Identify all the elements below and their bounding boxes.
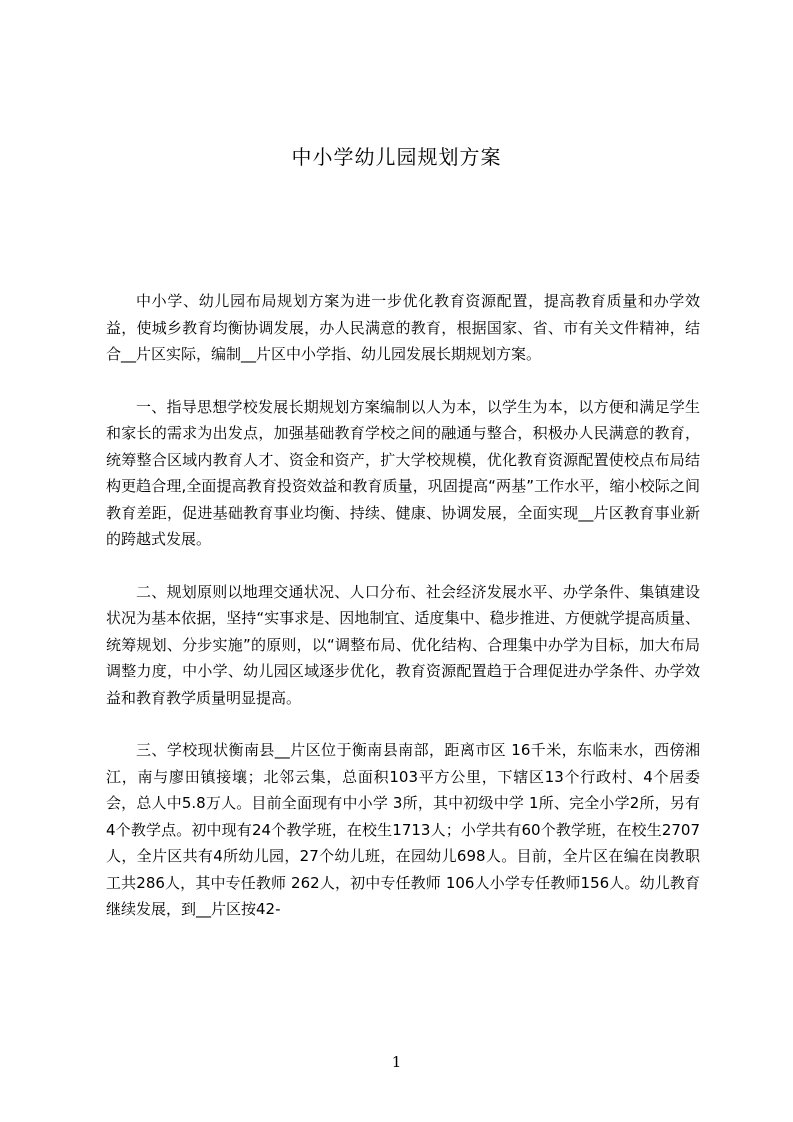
document-title: 中小学幼儿园规划方案 [291,145,502,169]
paragraph-guiding-ideology: 一、指导思想学校发展长期规划方案编制以人为本，以学生为本，以方便和满足学生和家长的需求为出发点，加强基础教育学校之间的融通与整合，积极办人民满意的教育，统筹整合区域内教育人才、资金和资产，扩大学校规模，优化教育资源配置使校点布局结构更趋合理,全面提高教育投资效益和教育质量，巩固提高“两基”工作水平，缩小校际之间教育差距，促进基础教育事业均衡、持续、健康、协调发展，全面实现__片区教育事业新的跨越式发展。 [106,397,700,548]
paragraph-intro: 中小学、幼儿园布局规划方案为进一步优化教育资源配置，提高教育质量和办学效益，使城乡教育均衡协调发展，办人民满意的教育，根据国家、省、市有关文件精神，结合__片区实际，编制__片区中小学指、幼儿园发展长期规划方案。 [106,292,700,363]
paragraph-school-status: 三、学校现状衡南县__片区位于衡南县南部，距离市区 16千米，东临耒水，西傍湘江，南与廖田镇接壤；北邻云集，总面积103平方公里，下辖区13个行政村、4个居委会，总人中5.8万人。目前全面现有中小学 3所，其中初级中学 1所、完全小学2所，另有4个教学点。初中现有24个教学班，在校生1713人；小学共有60个教学班，在校生2707人，全片区共有4所幼儿园，27个幼儿班，在园幼儿698人。目前，全片区在编在岗教职工共286人，其中专任教师 262人，初中专任教师 106人小学专任教师156人。幼儿教育继续发展，到__片区按42- [106,741,700,918]
document-body [106,288,700,949]
paragraph-planning-principles: 二、规划原则以地理交通状况、人口分布、社会经济发展水平、办学条件、集镇建设状况为基本依据，坚持“实事求是、因地制宜、适度集中、稳步推进、方便就学提高质量、统筹规划、分步实施”的原则，以“调整布局、优化结构、合理集中办学为目标，加大布局调整力度，中小学、幼儿园区域逐步优化，教育资源配置趋于合理促进办学条件、办学效益和教育教学质量明显提高。 [106,582,700,707]
page-number: 1 [391,1053,402,1071]
